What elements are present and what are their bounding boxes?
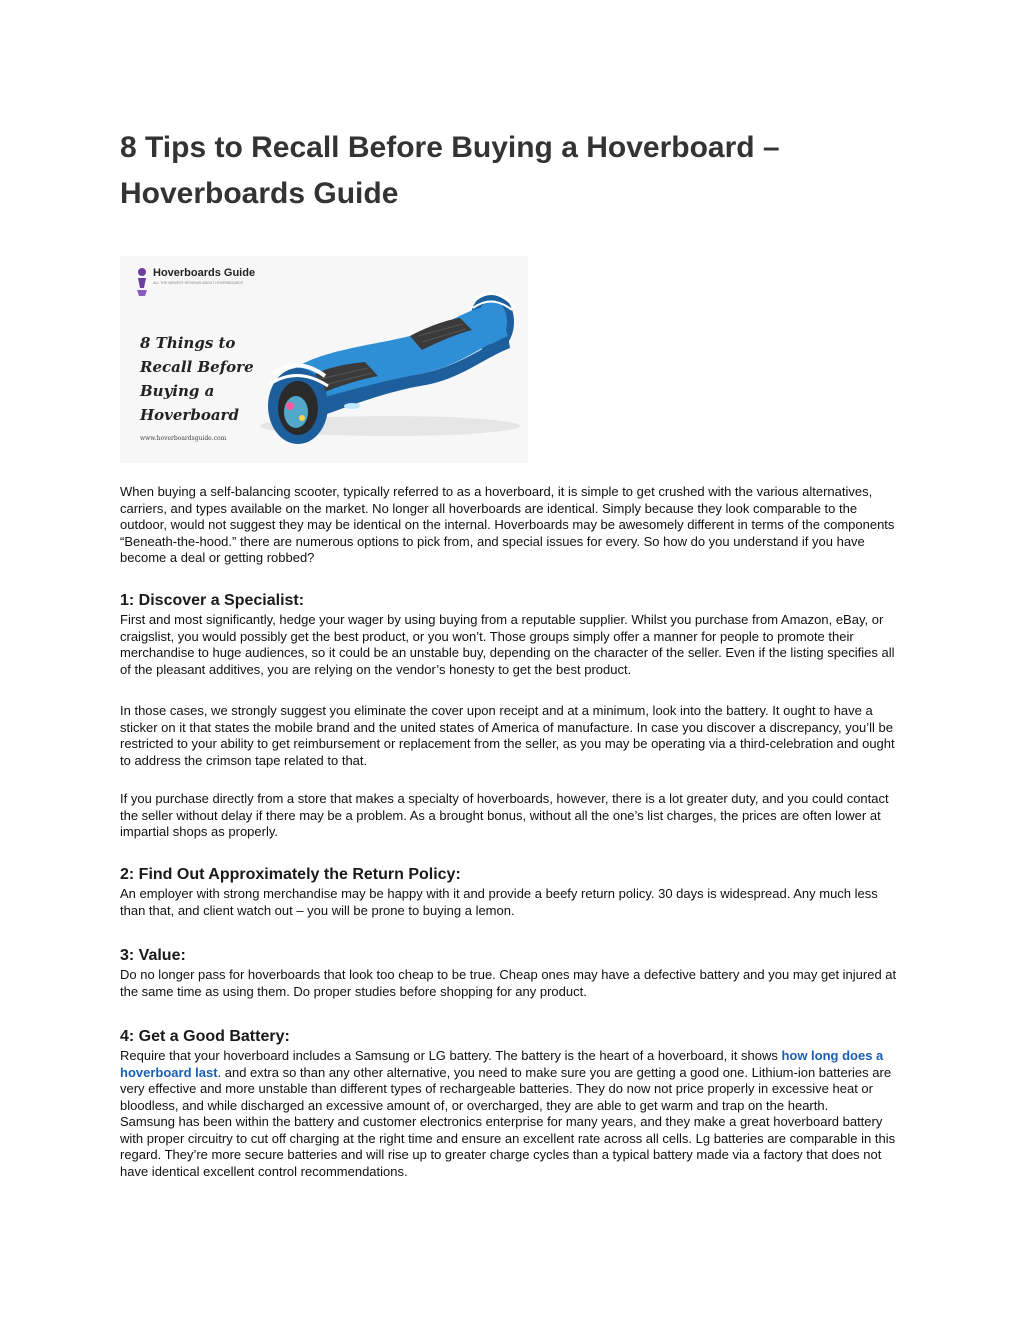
hero-headline-2: Recall Before (140, 358, 254, 376)
section-3-paragraph: Do no longer pass for hoverboards that look too cheap to be true. Cheap ones may have a defective battery and you may get injured at the same time as using them. Do proper studies before shopping for any product. (120, 967, 897, 999)
hero-headline-1: 8 Things to (140, 334, 236, 352)
section-1-heading: 1: Discover a Specialist: (120, 592, 305, 609)
section-4-paragraph-2: Samsung has been within the battery and customer electronics enterprise for many years, and they make a great hoverboard battery with proper circuitry to cut off charging at the right time and ensure an excellent rate across all cells. Lg batteries are comparable in this regard. They’re more secure batteries and will rise up to greater charge cycles than a typical battery made via a factory that does not have identical excellent control recommendations. (120, 1114, 896, 1179)
section-2-heading: 2: Find Out Approximately the Return Policy: (120, 866, 461, 883)
section-3 (120, 946, 906, 1000)
hero-url: www.hoverboardsguide.com (140, 435, 227, 442)
section-4-text-after-link: . and extra so than any other alternative, you need to make sure you are getting a good one. Lithium-ion batteries are very effective and more unstable than different types of rechargeable batteries. They do now not price properly in excessive heat or bloodless, and while discharged an excessive amount of, or overcharged, they are able to get warm and trap on the hearth. (120, 1064, 892, 1113)
intro-paragraph: When buying a self-balancing scooter, typically referred to as a hoverboard, it is simple to get crushed with the various alternatives, carriers, and types available on the market. No longer all hoverboards are identical. Simply because they look comparable to the outdoor, would not suggest they may be identical on the internal. Hoverboards may be awesomely different in terms of the components “Beneath-the-hood.” there are numerous options to pick from, and special issues for every. So how do you understand if you have become a deal or getting robbed? (120, 484, 895, 565)
page-title: 8 Tips to Recall Before Buying a Hoverboard – Hoverboards Guide (120, 131, 780, 210)
section-1-cont-b (120, 791, 906, 841)
battery-life-link[interactable]: how long does a hoverboard last (120, 1048, 884, 1080)
hero-headline-3: Buying a (140, 382, 215, 400)
hero-image (120, 256, 528, 463)
section-1-paragraph-3: If you purchase directly from a store that makes a specialty of hoverboards, however, there is a lot greater duty, and you could contact the seller without delay if there may be a problem. As a brought bonus, without all the one’s list charges, the prices are often lower at impartial shops as properly. (120, 791, 889, 839)
section-3-heading: 3: Value: (120, 947, 186, 964)
section-2-paragraph: An employer with strong merchandise may be happy with it and provide a beefy return policy. 30 days is widespread. Any much less than that, and client watch out – you will be prone to buying a lemon. (120, 886, 878, 918)
section-4-paragraph-1 (120, 1048, 906, 1114)
intro-block (120, 484, 906, 567)
section-1 (120, 591, 906, 678)
section-1-paragraph-2: In those cases, we strongly suggest you eliminate the cover upon receipt and at a minimum, look into the battery. It ought to have a sticker on it that states the mobile brand and the united states of America of manufacture. In case you discover a discrepancy, you’ll be restricted to your ability to get reimbursement or replacement from the seller, as you may be operating via a third-celebration and ought to address the crimson tape related to that. (120, 703, 895, 768)
hero-brand: Hoverboards Guide (153, 267, 256, 279)
section-2 (120, 865, 906, 919)
hoverboard-banner (120, 256, 528, 463)
section-1-cont-a (120, 703, 906, 769)
section-4-heading: 4: Get a Good Battery: (120, 1028, 290, 1045)
section-4-text-before-link: Require that your hoverboard includes a Samsung or LG battery. The battery is the heart of a hoverboard, it shows (120, 1048, 782, 1063)
section-4 (120, 1027, 906, 1180)
hero-tagline: ALL THE NEWEST REVIEWS ABOUT HOVERBOARDS (153, 281, 244, 285)
section-1-paragraph-1: First and most significantly, hedge your wager by using buying from a reputable supplier. Whilst you purchase from Amazon, eBay, or craigslist, you would possibly get the best product, or you won’t. Those groups simply offer a manner for people to promote their merchandise to huge audiences, so it could be an unstable buy, depending on the character of the seller. Even if the listing specifies all of the pleasant additives, you are relying on the vendor’s honesty to get the best product. (120, 612, 895, 677)
hero-headline-4: Hoverboard (140, 406, 239, 424)
